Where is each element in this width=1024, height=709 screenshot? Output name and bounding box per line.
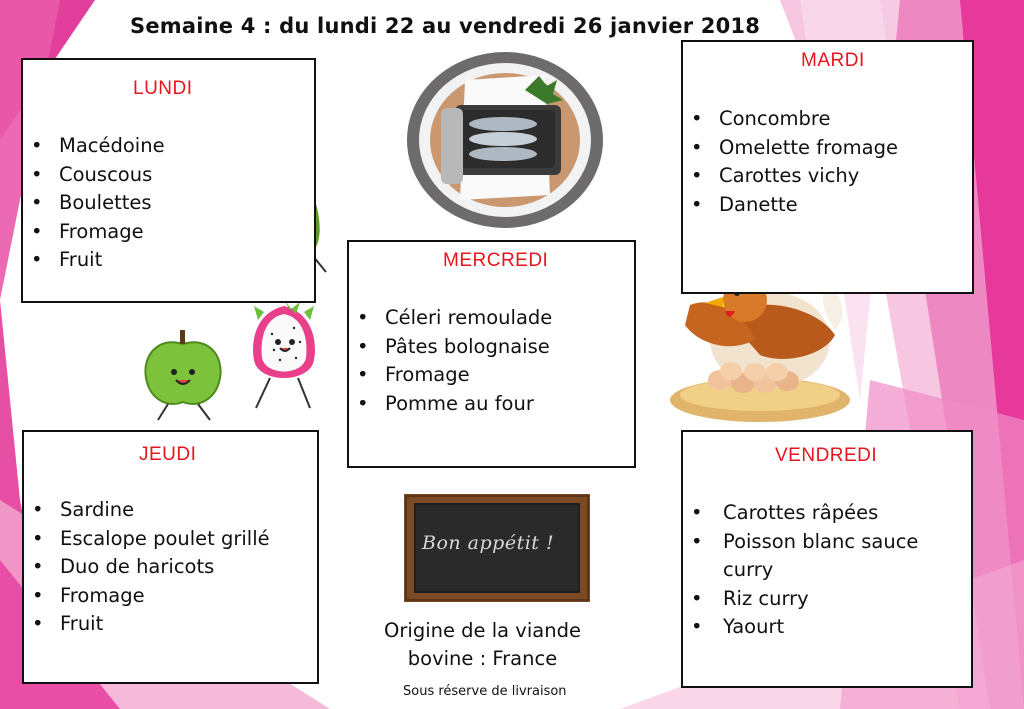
day-title-lundi: LUNDI [133,78,193,99]
menu-item: • Carottes râpées [683,499,953,528]
menu-item: • Fromage [349,361,552,390]
menu-item: • Concombre [683,105,898,134]
menu-item: • Macédoine [23,132,165,161]
menu-list-vendredi [683,499,953,642]
menu-item: • Fromage [23,218,165,247]
menu-list-lundi [23,132,165,275]
day-title-mercredi: MERCREDI [443,250,549,271]
day-box-vendredi [681,430,973,688]
page-title: Semaine 4 : du lundi 22 au vendredi 26 janvier 2018 [130,14,761,38]
day-title-jeudi: JEUDI [139,444,197,465]
menu-list-mercredi [349,304,552,418]
menu-list-mardi [683,105,898,219]
menu-item: • Poisson blanc sauce curry [683,528,953,585]
delivery-disclaimer: Sous réserve de livraison [403,684,567,699]
menu-item: • Escalope poulet grillé [24,525,270,554]
day-title-vendredi: VENDREDI [775,445,878,466]
apple-icon [138,328,228,423]
menu-item: • Riz curry [683,585,953,614]
meat-origin-note: Origine de la viande bovine : France [384,619,581,670]
sardine-plate-icon [405,50,605,230]
menu-item: • Omelette fromage [683,134,898,163]
menu-item: • Pâtes bolognaise [349,333,552,362]
menu-item: • Danette [683,191,898,220]
menu-item: • Fruit [23,246,165,275]
day-box-jeudi [22,430,319,684]
menu-item: • Carottes vichy [683,162,898,191]
menu-item: • Céleri remoulade [349,304,552,333]
menu-list-jeudi [24,496,270,639]
menu-item: • Pomme au four [349,390,552,419]
menu-item: • Duo de haricots [24,553,270,582]
menu-item: • Fromage [24,582,270,611]
menu-item: • Sardine [24,496,270,525]
day-title-mardi: MARDI [801,50,865,71]
menu-item: • Couscous [23,161,165,190]
chalkboard-text: Bon appétit ! [422,532,555,554]
dragonfruit-icon [244,298,324,413]
menu-item: • Boulettes [23,189,165,218]
day-box-lundi [21,58,316,303]
day-box-mardi [681,40,974,294]
menu-item: • Fruit [24,610,270,639]
day-box-mercredi [347,240,636,468]
menu-item: • Yaourt [683,613,953,642]
